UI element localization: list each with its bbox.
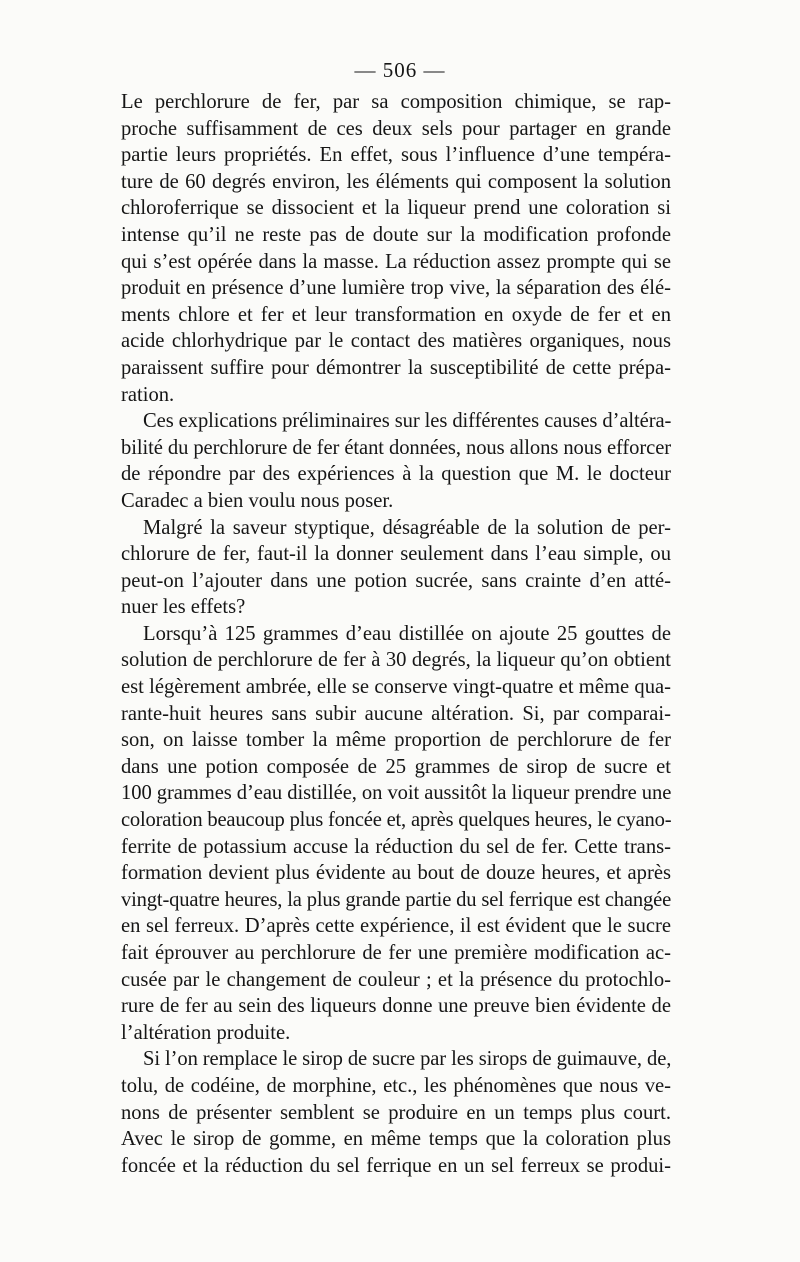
text-line: ration. — [121, 383, 175, 406]
text-line: Lorsqu’à 125 grammes d’eau distillée on ajoute 25 gouttes de — [143, 622, 671, 645]
text-line: rante-huit heures sans subir aucune altération. Si, par comparai- — [121, 702, 671, 725]
text-line: ture de 60 degrés environ, les éléments qui composent la solution — [121, 170, 671, 193]
text-line: solution de perchlorure de fer à 30 degrés, la liqueur qu’on obtient — [121, 649, 671, 672]
text-line: coloration beaucoup plus foncée et, après quelques heures, le cyano- — [121, 809, 672, 832]
text-line: nuer les effets? — [121, 596, 246, 619]
text-line: paraissent suffire pour démontrer la susceptibilité de cette prépa- — [121, 356, 671, 379]
text-line: Ces explications préliminaires sur les différentes causes d’altéra- — [143, 410, 672, 433]
text-line: acide chlorhydrique par le contact des matières organiques, nous — [121, 330, 671, 353]
text-line: 100 grammes d’eau distillée, on voit aussitôt la liqueur prendre une — [121, 782, 672, 805]
text-line: en sel ferreux. D’après cette expérience, il est évident que le sucre — [121, 915, 671, 938]
text-line: qui s’est opérée dans la masse. La réduction assez prompte qui se — [121, 250, 671, 273]
text-line: chlorure de fer, faut-il la donner seulement dans l’eau simple, ou — [121, 543, 671, 566]
text-line: ments chlore et fer et leur transformation en oxyde de fer et en — [121, 303, 671, 326]
text-line: Le perchlorure de fer, par sa composition chimique, se rap- — [121, 91, 671, 113]
text-line: dans une potion composée de 25 grammes de sirop de sucre et — [121, 755, 671, 778]
page-number: — 506 — — [354, 58, 446, 82]
text-line: de répondre par des expériences à la question que M. le docteur — [121, 463, 671, 486]
text-line: proche suffisamment de ces deux sels pour partager en grande — [121, 117, 671, 140]
body-text — [121, 89, 671, 1179]
text-line: intense qu’il ne reste pas de doute sur la modification profonde — [121, 223, 671, 246]
text-line: vingt-quatre heures, la plus grande partie du sel ferrique est changée — [121, 888, 672, 911]
text-line: partie leurs propriétés. En effet, sous l’influence d’une tempéra- — [121, 144, 671, 167]
text-line: peut-on l’ajouter dans une potion sucrée, sans crainte d’en atté- — [121, 569, 671, 592]
text-line: l’altération produite. — [121, 1021, 291, 1044]
text-line: bilité du perchlorure de fer étant données, nous allons nous efforcer — [121, 436, 672, 459]
text-line: foncée et la réduction du sel ferrique en un sel ferreux se produi- — [121, 1154, 671, 1177]
text-line: Si l’on remplace le sirop de sucre par les sirops de guimauve, de, — [143, 1048, 672, 1071]
text-line: formation devient plus évidente au bout de douze heures, et après — [121, 862, 671, 885]
text-line: nons de présenter semblent se produire en un temps plus court. — [121, 1101, 671, 1124]
text-line: Malgré la saveur styptique, désagréable de la solution de per- — [143, 516, 671, 539]
text-line: Avec le sirop de gomme, en même temps que la coloration plus — [121, 1128, 671, 1151]
text-line: son, on laisse tomber la même proportion de perchlorure de fer — [121, 729, 671, 752]
text-line: rure de fer au sein des liqueurs donne une preuve bien évidente de — [121, 995, 671, 1018]
text-line: est légèrement ambrée, elle se conserve vingt-quatre et même qua- — [121, 676, 671, 699]
text-line: produit en présence d’une lumière trop vive, la séparation des élé- — [121, 277, 671, 300]
text-line: cusée par le changement de couleur ; et la présence du protochlo- — [121, 968, 671, 991]
text-line: ferrite de potassium accuse la réduction du sel de fer. Cette trans- — [121, 835, 671, 858]
text-line: tolu, de codéine, de morphine, etc., les phénomènes que nous ve- — [121, 1074, 671, 1097]
text-line: chloroferrique se dissocient et la liqueur prend une coloration si — [121, 197, 671, 220]
text-line: fait éprouver au perchlorure de fer une première modification ac- — [121, 942, 671, 964]
text-line: Caradec a bien voulu nous poser. — [121, 489, 394, 512]
